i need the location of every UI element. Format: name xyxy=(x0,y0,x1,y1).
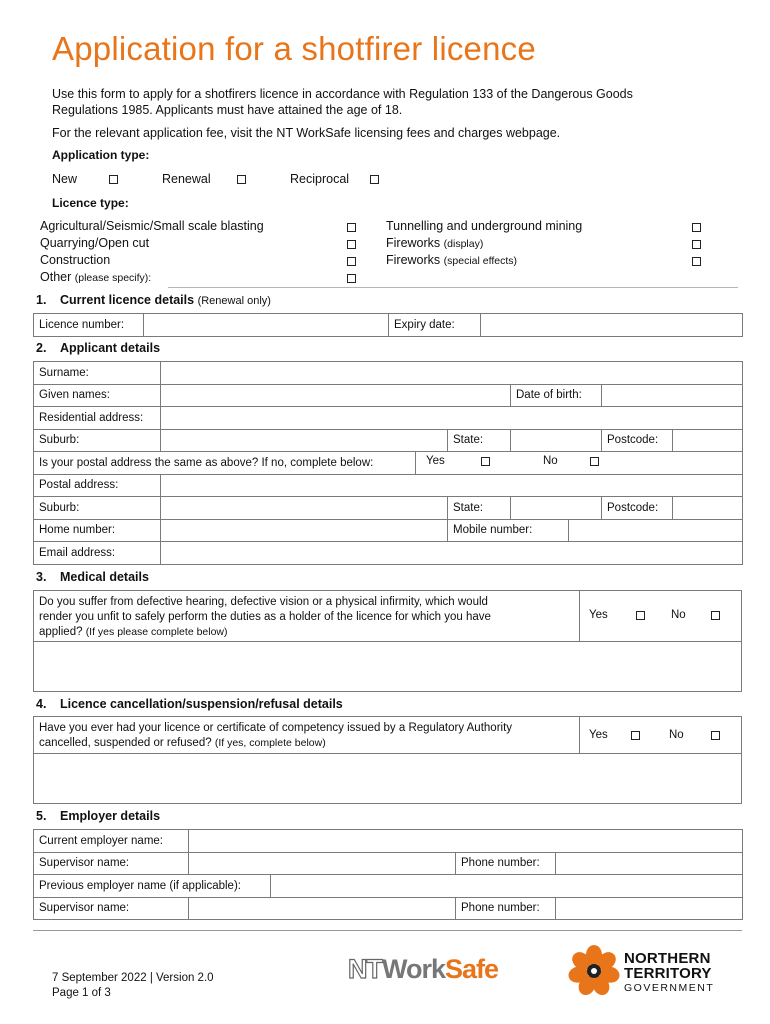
postal-state-label: State: xyxy=(448,497,511,520)
section-1-heading: 1. Current licence details (Renewal only) xyxy=(36,293,271,307)
given-names-input[interactable] xyxy=(161,384,511,407)
state-input[interactable] xyxy=(511,429,602,452)
dob-label: Date of birth: xyxy=(511,384,602,407)
app-type-renewal-checkbox[interactable] xyxy=(237,175,246,184)
current-licence-table xyxy=(33,313,743,337)
phone-number-label-1: Phone number: xyxy=(456,852,556,875)
footer-info xyxy=(52,971,214,1001)
ntg-flower-icon xyxy=(566,943,622,999)
postal-state-input[interactable] xyxy=(511,497,602,520)
given-names-label: Given names: xyxy=(34,384,161,407)
licence-quarrying-label: Quarrying/Open cut xyxy=(40,236,150,250)
residential-address-label: Residential address: xyxy=(34,407,161,430)
worksafe-logo-work: Work xyxy=(382,954,446,984)
app-type-new-label: New xyxy=(52,172,78,186)
fee-note: For the relevant application fee, visit the NT WorkSafe licensing fees and charges webpage. xyxy=(52,126,561,140)
postal-suburb-label: Suburb: xyxy=(34,497,161,520)
ntg-logo-text xyxy=(624,951,714,996)
cancellation-box xyxy=(33,716,742,804)
app-type-renewal-label: Renewal xyxy=(162,172,211,186)
app-type-reciprocal-label: Reciprocal xyxy=(290,172,350,186)
cancellation-no-checkbox[interactable] xyxy=(711,731,720,740)
home-number-input[interactable] xyxy=(161,519,448,542)
surname-label: Surname: xyxy=(34,362,161,385)
licence-other-label: Other (please specify): xyxy=(40,270,152,284)
postal-address-input[interactable] xyxy=(161,474,743,497)
app-type-new-checkbox[interactable] xyxy=(109,175,118,184)
cancellation-yes-checkbox[interactable] xyxy=(631,731,640,740)
cancellation-details-input[interactable] xyxy=(34,754,741,803)
ntg-line-1: NORTHERN xyxy=(624,950,711,967)
supervisor-name-input-1[interactable] xyxy=(189,852,456,875)
licence-quarrying-checkbox[interactable] xyxy=(347,240,356,249)
medical-question: Do you suffer from defective hearing, defective vision or a physical infirmity, which would render you unfit to safely perform the duties as a holder of the licence for which you have applied? (If yes please complete below) xyxy=(34,591,580,642)
email-input[interactable] xyxy=(161,542,743,565)
section-4-heading: 4. Licence cancellation/suspension/refusal details xyxy=(36,697,343,711)
licence-agricultural-label: Agricultural/Seismic/Small scale blasting xyxy=(40,219,264,233)
worksafe-logo-safe: Safe xyxy=(445,954,499,984)
applicant-details-table xyxy=(33,361,743,565)
mobile-number-input[interactable] xyxy=(569,519,743,542)
ntg-line-2: TERRITORY xyxy=(624,965,712,982)
footer-date-version: 7 September 2022 | Version 2.0 xyxy=(52,972,214,984)
phone-number-input-1[interactable] xyxy=(556,852,743,875)
section-2-heading: 2. Applicant details xyxy=(36,341,161,355)
suburb-label: Suburb: xyxy=(34,429,161,452)
licence-type-heading: Licence type: xyxy=(52,196,129,210)
licence-tunnelling-label: Tunnelling and underground mining xyxy=(386,219,583,233)
ntg-line-3: GOVERNMENT xyxy=(624,982,715,994)
postal-postcode-input[interactable] xyxy=(673,497,743,520)
dob-input[interactable] xyxy=(602,384,743,407)
expiry-date-input[interactable] xyxy=(481,314,743,337)
intro-paragraph xyxy=(52,86,732,118)
licence-fireworks-display-label: Fireworks (display) xyxy=(386,236,484,250)
supervisor-name-label-1: Supervisor name: xyxy=(34,852,189,875)
licence-other-checkbox[interactable] xyxy=(347,274,356,283)
medical-no-label: No xyxy=(671,609,686,621)
licence-construction-checkbox[interactable] xyxy=(347,257,356,266)
worksafe-logo xyxy=(348,954,498,985)
home-number-label: Home number: xyxy=(34,519,161,542)
licence-fireworks-special-label: Fireworks (special effects) xyxy=(386,253,517,267)
cancellation-yes-label: Yes xyxy=(589,729,608,741)
app-type-reciprocal-checkbox[interactable] xyxy=(370,175,379,184)
licence-number-label: Licence number: xyxy=(34,314,144,337)
licence-fireworks-display-checkbox[interactable] xyxy=(692,240,701,249)
postal-same-divider xyxy=(415,452,416,475)
section-3-heading: 3. Medical details xyxy=(36,570,149,584)
supervisor-name-label-2: Supervisor name: xyxy=(34,897,189,920)
licence-tunnelling-checkbox[interactable] xyxy=(692,223,701,232)
postal-same-yes-checkbox[interactable] xyxy=(481,457,490,466)
employer-details-table xyxy=(33,829,743,920)
worksafe-logo-nt: NT xyxy=(348,954,382,984)
medical-box xyxy=(33,590,742,692)
other-specify-line xyxy=(168,287,738,288)
postal-same-question: Is your postal address the same as above? If no, complete below: xyxy=(39,456,374,469)
residential-address-input[interactable] xyxy=(161,407,743,430)
current-employer-input[interactable] xyxy=(189,830,743,853)
cancellation-question: Have you ever had your licence or certificate of competency issued by a Regulatory Authority cancelled, suspended or refused? (If yes, complete below) xyxy=(34,717,580,754)
postcode-label: Postcode: xyxy=(602,429,673,452)
licence-agricultural-checkbox[interactable] xyxy=(347,223,356,232)
footer-page-number: Page 1 of 3 xyxy=(52,987,111,999)
previous-employer-input[interactable] xyxy=(271,875,743,898)
application-type-heading: Application type: xyxy=(52,148,150,162)
cancellation-no-label: No xyxy=(669,729,684,741)
current-employer-label: Current employer name: xyxy=(34,830,189,853)
suburb-input[interactable] xyxy=(161,429,448,452)
medical-no-checkbox[interactable] xyxy=(711,611,720,620)
intro-line-2: Regulations 1985. Applicants must have attained the age of 18. xyxy=(52,103,403,117)
expiry-date-label: Expiry date: xyxy=(389,314,481,337)
section-5-heading: 5. Employer details xyxy=(36,809,161,823)
licence-fireworks-special-checkbox[interactable] xyxy=(692,257,701,266)
email-label: Email address: xyxy=(34,542,161,565)
postal-postcode-label: Postcode: xyxy=(602,497,673,520)
postcode-input[interactable] xyxy=(673,429,743,452)
phone-number-label-2: Phone number: xyxy=(456,897,556,920)
postal-address-label: Postal address: xyxy=(34,474,161,497)
postal-suburb-input[interactable] xyxy=(161,497,448,520)
medical-details-input[interactable] xyxy=(34,642,741,691)
previous-employer-label: Previous employer name (if applicable): xyxy=(34,875,271,898)
phone-number-input-2[interactable] xyxy=(556,897,743,920)
licence-number-input[interactable] xyxy=(144,314,389,337)
postal-same-no-checkbox[interactable] xyxy=(590,457,599,466)
page-title: Application for a shotfirer licence xyxy=(52,30,536,67)
postal-same-yes-label: Yes xyxy=(426,455,445,467)
state-label: State: xyxy=(448,429,511,452)
postal-same-no-label: No xyxy=(543,455,558,467)
intro-line-1: Use this form to apply for a shotfirers licence in accordance with Regulation 133 of the Dangerous Goods xyxy=(52,87,633,101)
licence-construction-label: Construction xyxy=(40,253,111,267)
surname-input[interactable] xyxy=(161,362,743,385)
footer-divider xyxy=(33,930,742,931)
medical-yes-label: Yes xyxy=(589,609,608,621)
medical-yes-checkbox[interactable] xyxy=(636,611,645,620)
postal-same-row xyxy=(34,452,743,475)
supervisor-name-input-2[interactable] xyxy=(189,897,456,920)
mobile-number-label: Mobile number: xyxy=(448,519,569,542)
